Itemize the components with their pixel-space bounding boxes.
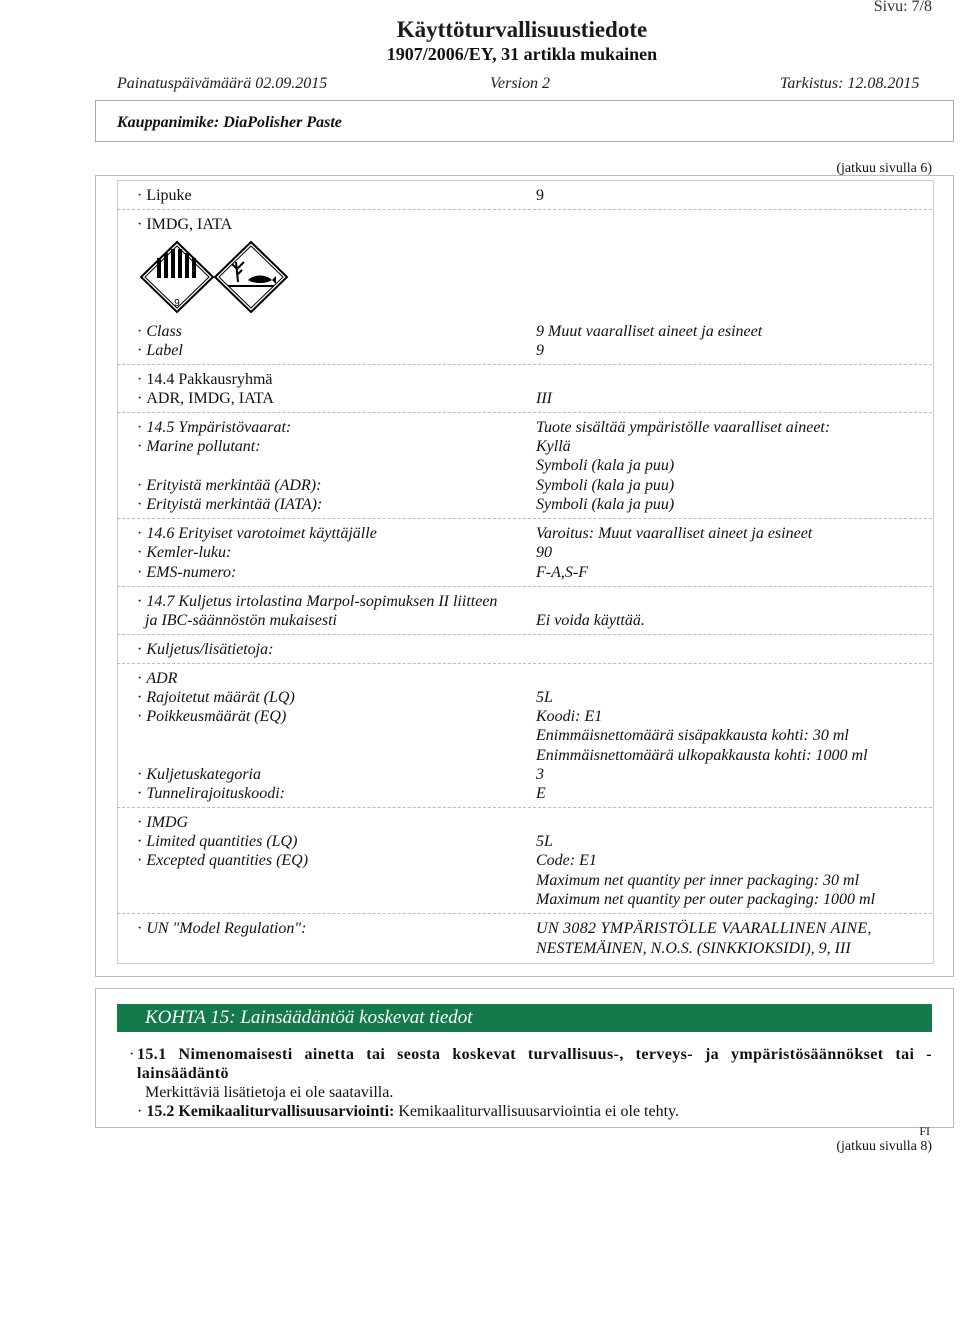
marine-pollutant-symbol: Symboli (kala ja puu): [536, 457, 675, 474]
language-code: FI: [919, 1124, 930, 1138]
imdg-heading: · IMDG: [137, 814, 189, 831]
document-title: Käyttöturvallisuustiedote: [396, 17, 648, 42]
transport-info-label: · Kuljetus/lisätietoja:: [137, 641, 274, 658]
section-15-1-text: Merkittäviä lisätietoja ei ole saatavilla.: [145, 1084, 394, 1101]
imdg-lq-label: · Limited quantities (LQ): [137, 833, 298, 850]
section-14-6-label: · 14.6 Erityiset varotoimet käyttäjälle: [137, 525, 377, 542]
adr-eq-value: Koodi: E1: [536, 708, 603, 725]
un-model-line-1: UN 3082 YMPÄRISTÖLLE VAARALLINEN AINE,: [536, 920, 872, 937]
label-label: · Label: [137, 342, 183, 359]
class-label: · Class: [137, 323, 182, 340]
imdg-lq-value: 5L: [536, 833, 553, 850]
hazard-pictograms: [140, 240, 290, 315]
section-14-4-label: · 14.4 Pakkausryhmä: [137, 371, 273, 388]
lipuke-value: 9: [536, 187, 544, 204]
section-14-5-value: Tuote sisältää ympäristölle vaaralliset aineet:: [536, 419, 831, 436]
imdg-eq-outer: Maximum net quantity per outer packaging: 1000 ml: [536, 891, 876, 908]
imdg-eq-value: Code: E1: [536, 852, 597, 869]
section-14-5-label: · 14.5 Ympäristövaarat:: [137, 419, 292, 436]
imdg-iata-heading: · IMDG, IATA: [137, 216, 233, 233]
section-14-7-label-2: ja IBC-säännöstön mukaisesti: [145, 612, 337, 629]
product-name: Kauppanimike: DiaPolisher Paste: [117, 114, 342, 131]
ems-label: · EMS-numero:: [137, 564, 237, 581]
adr-heading: · ADR: [137, 670, 178, 687]
divider: [117, 807, 932, 808]
document-subtitle: 1907/2006/EY, 31 artikla mukainen: [386, 44, 658, 64]
section-15-2-row: · 15.2 Kemikaaliturvallisuusarviointi: Kemikaaliturvallisuusarviointia ei ole tehty.: [137, 1103, 680, 1120]
divider: [117, 913, 932, 914]
imdg-eq-inner: Maximum net quantity per inner packaging: 30 ml: [536, 872, 860, 889]
divider: [117, 412, 932, 413]
adr-marking-value: Symboli (kala ja puu): [536, 477, 675, 494]
adr-marking-label: · Erityistä merkintää (ADR):: [137, 477, 322, 494]
adr-eq-outer: Enimmäisnettomäärä ulkopakkausta kohti: 1000 ml: [536, 747, 868, 764]
continued-to: (jatkuu sivulla 8): [836, 1139, 932, 1154]
divider: [117, 634, 932, 635]
adr-eq-inner: Enimmäisnettomäärä sisäpakkausta kohti: 30 ml: [536, 727, 849, 744]
lipuke-label: · Lipuke: [137, 187, 192, 204]
divider: [117, 586, 932, 587]
imdg-eq-label: · Excepted quantities (EQ): [137, 852, 309, 869]
divider: [117, 364, 932, 365]
version: Version 2: [490, 75, 550, 92]
environment-hazard-icon: [215, 242, 287, 312]
section-15-2-text: Kemikaaliturvallisuusarviointia ei ole tehty.: [398, 1103, 680, 1120]
divider: [117, 663, 932, 664]
adr-lq-value: 5L: [536, 689, 553, 706]
adr-category-value: 3: [536, 766, 544, 783]
section-15-1-title: · 15.1 Nimenomaisesti ainetta tai seosta koskevat turvallisuus-, terveys- ja ympäristösäännökset tai - lainsäädäntö: [129, 1046, 932, 1082]
section-14-4-sub: · ADR, IMDG, IATA: [137, 390, 274, 407]
adr-category-label: · Kuljetuskategoria: [137, 766, 261, 783]
tunnel-code-value: E: [536, 785, 546, 802]
continued-from: (jatkuu sivulla 6): [836, 161, 932, 176]
adr-lq-label: · Rajoitetut määrät (LQ): [137, 689, 295, 706]
section-15-2-title: 15.2 Kemikaaliturvallisuusarviointi:: [146, 1103, 395, 1120]
divider: [117, 209, 932, 210]
marine-pollutant-label: · Marine pollutant:: [137, 438, 261, 455]
label-value: 9: [536, 342, 544, 359]
divider: [117, 518, 932, 519]
section-14-6-value: Varoitus: Muut vaaralliset aineet ja esineet: [536, 525, 813, 542]
revision-date: Tarkistus: 12.08.2015: [780, 75, 920, 92]
tunnel-code-label: · Tunnelirajoituskoodi:: [137, 785, 285, 802]
class-9-misc-hazard-icon: [141, 242, 213, 312]
class-9-number: 9: [174, 298, 180, 309]
ems-value: F-A,S-F: [536, 564, 588, 581]
section-14-7-label: · 14.7 Kuljetus irtolastina Marpol-sopimuksen II liitteen: [137, 593, 498, 610]
kemler-label: · Kemler-luku:: [137, 544, 232, 561]
un-model-line-2: NESTEMÄINEN, N.O.S. (SINKKIOKSIDI), 9, III: [536, 940, 851, 957]
print-date: Painatuspäivämäärä 02.09.2015: [117, 75, 328, 92]
section-15-banner: KOHTA 15: Lainsäädäntöä koskevat tiedot: [117, 1004, 932, 1032]
iata-marking-value: Symboli (kala ja puu): [536, 496, 675, 513]
kemler-value: 90: [536, 544, 552, 561]
un-model-label: · UN "Model Regulation":: [137, 920, 307, 937]
class-value: 9 Muut vaaralliset aineet ja esineet: [536, 323, 763, 340]
iata-marking-label: · Erityistä merkintää (IATA):: [137, 496, 323, 513]
page-number: Sivu: 7/8: [873, 0, 932, 15]
adr-eq-label: · Poikkeusmäärät (EQ): [137, 708, 287, 725]
packing-group-value: III: [536, 390, 552, 407]
marine-pollutant-value: Kyllä: [536, 438, 571, 455]
section-14-7-value: Ei voida käyttää.: [536, 612, 645, 629]
